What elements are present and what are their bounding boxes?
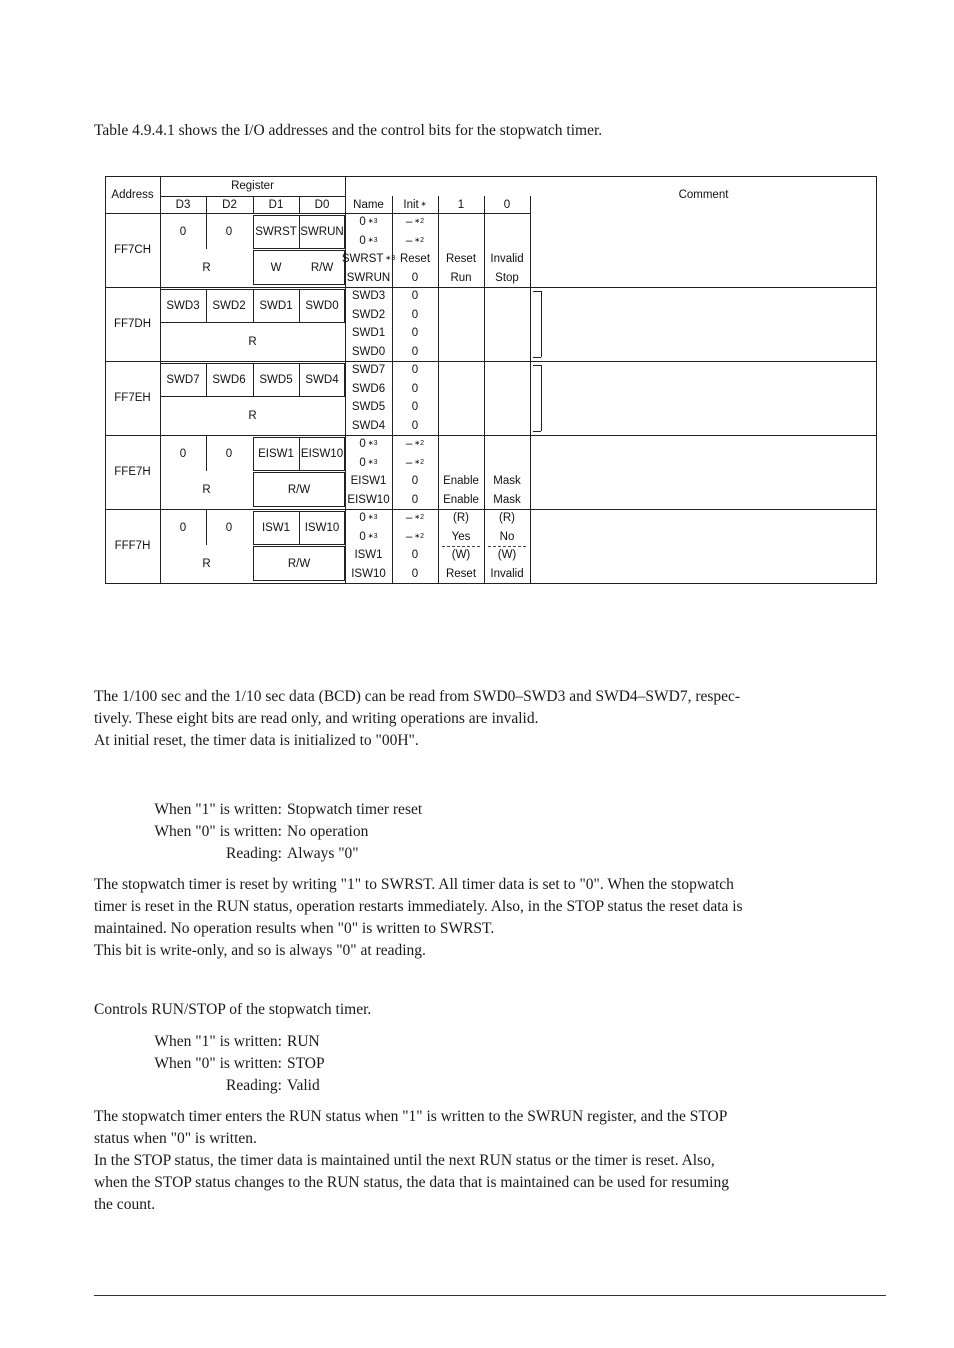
bit-name bbox=[345, 546, 392, 565]
setting-value: Valid bbox=[287, 1077, 320, 1094]
init-value-text: 0 bbox=[411, 271, 419, 284]
bit-name bbox=[345, 454, 392, 473]
init-value bbox=[392, 565, 438, 584]
access-type: W bbox=[270, 261, 282, 274]
register-bit: SWD6 bbox=[212, 374, 246, 386]
bit-name-text: 0 bbox=[359, 216, 366, 229]
swd-line: At initial reset, the timer data is initialized to "00H". bbox=[94, 732, 419, 749]
header-init-text: Init bbox=[403, 198, 419, 211]
table-rule bbox=[299, 363, 300, 397]
bit-name bbox=[345, 398, 392, 417]
setting-key: When "1" is written: bbox=[154, 801, 282, 818]
bit-name bbox=[345, 361, 392, 380]
register-address: FFE7H bbox=[114, 466, 151, 478]
swrst-settings bbox=[127, 799, 422, 865]
header-comment: Comment bbox=[678, 188, 729, 201]
rw-box bbox=[253, 472, 345, 507]
setting-row bbox=[127, 821, 422, 843]
swrun-intro: Controls RUN/STOP of the stopwatch timer. bbox=[94, 1001, 372, 1018]
value-zero: Invalid bbox=[490, 567, 524, 580]
footnote-mark: ∗3 bbox=[367, 458, 378, 466]
footnote-mark: ∗2 bbox=[414, 532, 425, 540]
rw-box bbox=[253, 546, 345, 581]
bit-name-text: SWRST bbox=[341, 253, 384, 266]
header-d2: D2 bbox=[222, 198, 237, 211]
init-value-text: 0 bbox=[411, 419, 419, 432]
access-type: R/W bbox=[287, 483, 311, 496]
value-one: Yes bbox=[451, 530, 471, 543]
swrun-settings bbox=[127, 1031, 325, 1097]
bit-name-text: 0 bbox=[359, 234, 366, 247]
swd-description bbox=[94, 686, 884, 752]
bit-name-text: ISW10 bbox=[351, 567, 386, 580]
access-type: R bbox=[248, 335, 257, 348]
footnote-mark: ∗ bbox=[420, 200, 427, 208]
value-one: (W) bbox=[451, 549, 471, 562]
swrst-line: timer is reset in the RUN status, operation restarts immediately. Also, in the STOP status the reset data is bbox=[94, 898, 743, 915]
register-bit: SWD0 bbox=[305, 300, 339, 312]
table-rule bbox=[533, 291, 541, 292]
table-rule bbox=[530, 196, 531, 584]
init-value bbox=[392, 454, 438, 473]
init-value bbox=[392, 509, 438, 528]
register-address: FF7CH bbox=[113, 244, 152, 256]
init-value-text: – bbox=[405, 234, 413, 247]
bit-name bbox=[345, 417, 392, 436]
register-bit: ISW10 bbox=[304, 522, 340, 534]
table-rule bbox=[105, 361, 877, 362]
swrun-line: In the STOP status, the timer data is maintained until the next RUN status or the timer is reset. Also, bbox=[94, 1152, 715, 1169]
footnote-mark: ∗3 bbox=[385, 255, 396, 263]
register-bit: SWRUN bbox=[300, 226, 344, 238]
bracket bbox=[541, 291, 542, 357]
bit-name-text: SWD6 bbox=[351, 382, 386, 395]
init-value bbox=[392, 491, 438, 510]
register-address: FF7DH bbox=[113, 318, 152, 330]
setting-key: Reading: bbox=[226, 845, 282, 862]
bit-name bbox=[345, 306, 392, 325]
table-rule bbox=[533, 357, 541, 358]
bit-name-text: 0 bbox=[359, 512, 366, 525]
swrun-description bbox=[94, 1106, 884, 1216]
init-value-text: 0 bbox=[411, 345, 419, 358]
init-value-text: 0 bbox=[411, 382, 419, 395]
init-value bbox=[392, 398, 438, 417]
setting-value: RUN bbox=[287, 1033, 320, 1050]
setting-key: When "0" is written: bbox=[154, 823, 282, 840]
register-bit: SWD1 bbox=[259, 300, 293, 312]
bracket bbox=[541, 365, 542, 431]
setting-key: When "1" is written: bbox=[154, 1033, 282, 1050]
value-one: Enable bbox=[443, 493, 479, 506]
init-value bbox=[392, 250, 438, 269]
register-bit: SWD7 bbox=[166, 374, 200, 386]
header-address: Address bbox=[111, 188, 154, 201]
setting-key: When "0" is written: bbox=[154, 1055, 282, 1072]
setting-row bbox=[127, 1031, 325, 1053]
footnote-mark: ∗3 bbox=[367, 218, 378, 226]
register-bit: EISW1 bbox=[258, 448, 294, 460]
header-one: 1 bbox=[457, 198, 465, 211]
swrst-line: maintained. No operation results when "0" is written to SWRST. bbox=[94, 920, 495, 937]
value-zero: Invalid bbox=[490, 253, 524, 266]
bit-name-text: SWD2 bbox=[351, 308, 386, 321]
access-type: R bbox=[202, 483, 211, 496]
table-rule bbox=[253, 196, 254, 213]
swrun-line: the count. bbox=[94, 1196, 156, 1213]
bit-name bbox=[345, 528, 392, 547]
register-table bbox=[105, 176, 877, 584]
bit-name bbox=[345, 380, 392, 399]
register-bit: 0 bbox=[179, 522, 187, 534]
table-rule bbox=[206, 215, 207, 249]
footnote-mark: ∗3 bbox=[367, 532, 378, 540]
header-d3: D3 bbox=[175, 198, 191, 211]
init-value-text: – bbox=[405, 512, 413, 525]
bit-name-text: EISW10 bbox=[347, 493, 390, 506]
bit-name-text: SWD4 bbox=[351, 419, 386, 432]
footnote-mark: ∗2 bbox=[414, 458, 425, 466]
register-bit: SWRST bbox=[255, 226, 297, 238]
init-value bbox=[392, 306, 438, 325]
bit-name bbox=[345, 509, 392, 528]
value-one: Reset bbox=[445, 567, 477, 580]
table-rule bbox=[105, 435, 877, 436]
bit-name bbox=[345, 287, 392, 306]
register-bit: SWD4 bbox=[305, 374, 339, 386]
bit-name bbox=[345, 213, 392, 232]
bit-name-text: SWD1 bbox=[351, 327, 386, 340]
bit-name bbox=[345, 565, 392, 584]
setting-value: Stopwatch timer reset bbox=[287, 801, 423, 818]
bit-name bbox=[345, 472, 392, 491]
init-value bbox=[392, 435, 438, 454]
access-type: R/W bbox=[287, 557, 311, 570]
table-rule bbox=[206, 363, 207, 397]
init-value-text: – bbox=[405, 530, 413, 543]
value-zero: (R) bbox=[499, 512, 515, 525]
bit-name-text: SWD5 bbox=[351, 401, 386, 414]
value-one: Reset bbox=[445, 253, 477, 266]
init-value-text: 0 bbox=[411, 567, 419, 580]
init-value bbox=[392, 546, 438, 565]
value-zero: Stop bbox=[495, 271, 519, 284]
bit-name-text: 0 bbox=[359, 530, 366, 543]
bit-name bbox=[345, 491, 392, 510]
init-value-text: 0 bbox=[411, 290, 419, 303]
bit-name-text: 0 bbox=[359, 438, 366, 451]
bit-name bbox=[345, 232, 392, 251]
init-value bbox=[392, 417, 438, 436]
init-value-text: – bbox=[405, 216, 413, 229]
swrun-line: status when "0" is written. bbox=[94, 1130, 257, 1147]
rw-box bbox=[253, 250, 345, 285]
bit-name-text: EISW1 bbox=[350, 475, 387, 488]
init-value-text: 0 bbox=[411, 364, 419, 377]
table-rule bbox=[206, 289, 207, 323]
register-address: FF7EH bbox=[114, 392, 151, 404]
swrst-description bbox=[94, 874, 884, 962]
bit-name bbox=[345, 343, 392, 362]
init-value bbox=[392, 213, 438, 232]
value-one: Enable bbox=[443, 475, 479, 488]
dashed-divider bbox=[488, 546, 526, 547]
footnote-mark: ∗3 bbox=[367, 236, 378, 244]
bit-name-text: 0 bbox=[359, 456, 366, 469]
init-value bbox=[392, 472, 438, 491]
swd-line: tively. These eight bits are read only, and writing operations are invalid. bbox=[94, 710, 539, 727]
register-bit: EISW10 bbox=[300, 448, 344, 460]
footnote-mark: ∗2 bbox=[414, 440, 425, 448]
footnote-mark: ∗3 bbox=[367, 514, 378, 522]
access-type: R bbox=[202, 261, 211, 274]
header-name: Name bbox=[353, 198, 384, 211]
table-rule bbox=[533, 431, 541, 432]
init-value bbox=[392, 324, 438, 343]
intro-paragraph: Table 4.9.4.1 shows the I/O addresses and the control bits for the stopwatch timer. bbox=[94, 122, 603, 139]
table-rule bbox=[299, 196, 300, 213]
table-rule bbox=[533, 365, 541, 366]
bit-name bbox=[345, 435, 392, 454]
register-bit: ISW1 bbox=[261, 522, 291, 534]
init-value-text: Reset bbox=[399, 253, 431, 266]
setting-row bbox=[127, 843, 422, 865]
access-type: R/W bbox=[310, 261, 334, 274]
header-zero: 0 bbox=[503, 198, 511, 211]
table-rule bbox=[105, 287, 877, 288]
init-value-text: 0 bbox=[411, 549, 419, 562]
bit-name bbox=[345, 269, 392, 288]
footnote-mark: ∗2 bbox=[414, 514, 425, 522]
header-d0: D0 bbox=[314, 198, 330, 211]
setting-row bbox=[127, 1053, 325, 1075]
register-bit: 0 bbox=[225, 522, 233, 534]
footer-divider bbox=[94, 1295, 886, 1296]
access-type: R bbox=[248, 409, 257, 422]
init-value bbox=[392, 269, 438, 288]
header-d1: D1 bbox=[268, 198, 284, 211]
bit-name-text: SWD3 bbox=[351, 290, 386, 303]
table-rule bbox=[253, 289, 254, 323]
bit-name bbox=[341, 250, 396, 269]
bit-name-text: SWD7 bbox=[351, 364, 386, 377]
init-value-text: 0 bbox=[411, 493, 419, 506]
setting-row bbox=[127, 799, 422, 821]
swrun-line: The stopwatch timer enters the RUN status when "1" is written to the SWRUN register, and the STOP bbox=[94, 1108, 728, 1125]
bit-name-text: ISW1 bbox=[354, 549, 383, 562]
init-value-text: 0 bbox=[411, 327, 419, 340]
swrun-line: when the STOP status changes to the RUN status, the data that is maintained can be used for resuming bbox=[94, 1174, 729, 1191]
init-value-text: 0 bbox=[411, 475, 419, 488]
register-address: FFF7H bbox=[114, 540, 151, 552]
swrst-line: This bit is write-only, and so is always "0" at reading. bbox=[94, 942, 426, 959]
init-value bbox=[392, 287, 438, 306]
value-zero: Mask bbox=[493, 475, 521, 488]
swd-line: The 1/100 sec and the 1/10 sec data (BCD) can be read from SWD0–SWD3 and SWD4–SWD7, respec- bbox=[94, 688, 741, 705]
init-value bbox=[392, 380, 438, 399]
init-value bbox=[392, 528, 438, 547]
bit-name-text: SWRUN bbox=[346, 271, 391, 284]
setting-value: No operation bbox=[287, 823, 369, 840]
value-zero: (W) bbox=[497, 549, 517, 562]
setting-row bbox=[127, 1075, 325, 1097]
setting-key: Reading: bbox=[226, 1077, 282, 1094]
table-rule bbox=[206, 509, 207, 545]
init-value bbox=[392, 361, 438, 380]
init-value bbox=[392, 232, 438, 251]
init-value-text: 0 bbox=[411, 308, 419, 321]
register-bit: 0 bbox=[179, 448, 187, 460]
value-zero: No bbox=[499, 530, 515, 543]
init-value-text: 0 bbox=[411, 401, 419, 414]
dashed-divider bbox=[442, 546, 480, 547]
access-type: R bbox=[202, 557, 211, 570]
header-register: Register bbox=[231, 180, 274, 192]
table-rule bbox=[299, 437, 300, 471]
footnote-mark: ∗2 bbox=[414, 236, 425, 244]
setting-value: STOP bbox=[287, 1055, 325, 1072]
value-zero: Mask bbox=[493, 493, 521, 506]
register-bit: 0 bbox=[225, 448, 233, 460]
value-one: (R) bbox=[453, 512, 469, 525]
register-bit: SWD2 bbox=[212, 300, 246, 312]
register-bit: SWD5 bbox=[259, 374, 293, 386]
table-rule bbox=[299, 289, 300, 323]
setting-value: Always "0" bbox=[287, 845, 359, 862]
bit-name bbox=[345, 324, 392, 343]
bit-name-text: SWD0 bbox=[351, 345, 386, 358]
table-rule bbox=[206, 196, 207, 213]
register-bit: 0 bbox=[179, 226, 187, 238]
register-bit: SWD3 bbox=[166, 300, 200, 312]
footnote-mark: ∗3 bbox=[367, 440, 378, 448]
swrst-line: The stopwatch timer is reset by writing "1" to SWRST. All timer data is set to "0". When the stopwatch bbox=[94, 876, 734, 893]
header-init bbox=[392, 196, 438, 213]
register-bit: 0 bbox=[225, 226, 233, 238]
table-rule bbox=[253, 363, 254, 397]
init-value bbox=[392, 343, 438, 362]
value-one: Run bbox=[450, 271, 472, 284]
init-value-text: – bbox=[405, 438, 413, 451]
init-value-text: – bbox=[405, 456, 413, 469]
table-rule bbox=[299, 215, 300, 249]
table-rule bbox=[206, 435, 207, 471]
footnote-mark: ∗2 bbox=[414, 218, 425, 226]
table-rule bbox=[299, 511, 300, 545]
